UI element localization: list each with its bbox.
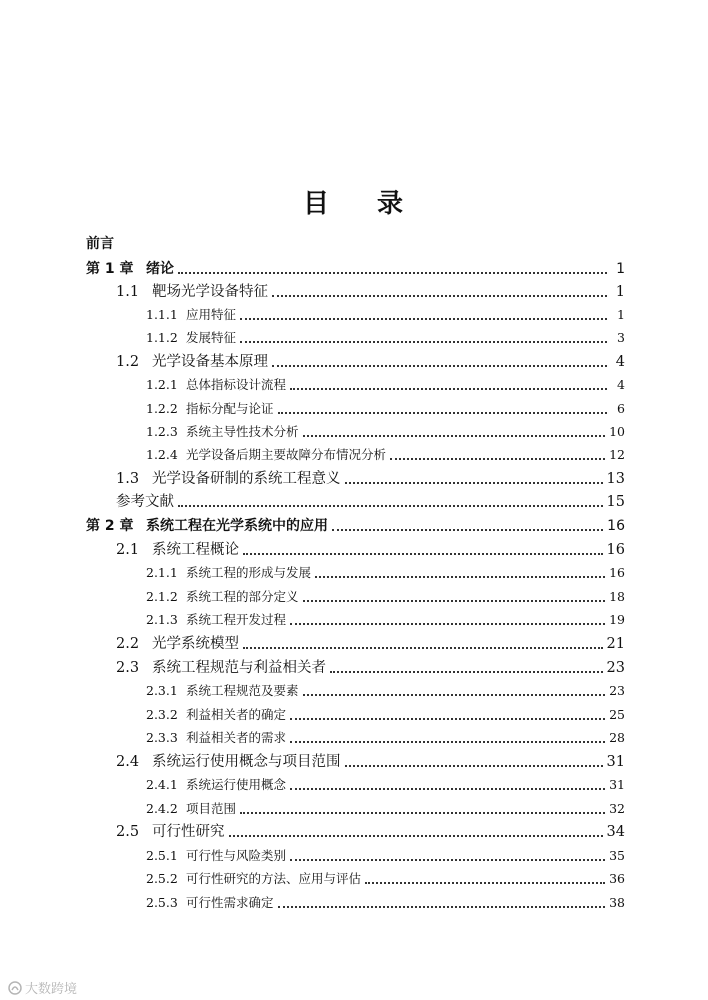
watermark-text: 大数跨境 [25,982,78,997]
toc-entry [146,561,625,583]
toc-entry-page: 1 [616,261,625,277]
toc-entry-number: 2.1.3 [146,612,178,627]
toc-row[interactable] [0,632,708,654]
toc-entry-number: 1.1.1 [146,307,178,322]
toc-entry-number: 2.3.1 [146,683,178,698]
toc-entry-label: 利益相关者的确定 [186,707,287,722]
toc-entry-label: 系统工程在光学系统中的应用 [146,518,328,534]
toc-entry-label: 系统工程规范与利益相关者 [152,660,326,676]
toc-leader-dots [390,444,605,460]
toc-entry [146,891,625,913]
toc-preface-row[interactable] [0,233,708,255]
toc-entry [146,443,625,465]
toc-row[interactable] [0,257,708,279]
toc-entry-label: 光学设备研制的系统工程意义 [152,471,341,487]
toc-entry [146,703,625,725]
toc-leader-dots [278,892,606,908]
toc-leader-dots [272,281,607,297]
toc-row[interactable] [0,561,708,583]
toc-leader-dots [303,421,606,437]
toc-leader-dots [178,491,603,507]
toc-entry [146,844,625,866]
toc-leader-dots [345,468,603,484]
toc-entry-label: 绪论 [146,261,174,277]
toc-entry-page: 21 [606,636,625,652]
toc-row[interactable] [0,350,708,372]
toc-entry-label: 指标分配与论证 [186,401,274,416]
toc-entry [146,326,625,348]
toc-entry [146,797,625,819]
toc-entry-page: 23 [609,683,625,698]
toc-leader-dots [243,539,603,555]
toc-entry [146,773,625,795]
toc-entry-label: 可行性研究的方法、应用与评估 [186,871,362,886]
toc-entry-page: 31 [606,754,625,770]
toc-entry-label: 利益相关者的需求 [186,730,287,745]
toc-leader-dots [240,304,607,320]
toc-entry-label: 可行性与风险类别 [186,848,287,863]
toc-entry [146,303,625,325]
toc-entry-label: 光学系统模型 [152,636,239,652]
toc-row[interactable] [0,585,708,607]
toc-entry-number: 1.1 [116,284,140,300]
toc-entry-page: 23 [606,660,625,676]
brand-logo-icon [8,981,22,995]
toc-leader-dots [278,398,607,414]
toc-entry-number: 2.4.2 [146,801,178,816]
watermark [8,978,77,997]
toc-entry-label: 系统运行使用概念 [186,777,287,792]
toc-entry-label: 系统工程概论 [152,542,239,558]
toc-row[interactable] [0,750,708,772]
toc-entry-page: 16 [607,518,625,534]
page-title-part-1: 目 [302,189,331,219]
toc-row[interactable] [0,490,708,512]
toc-entry-number: 2.5.1 [146,848,178,863]
toc-entry-page: 18 [609,589,625,604]
toc-entry-number: 2.4 [116,754,140,770]
toc-entry-number: 1.2.3 [146,424,178,439]
toc-entry-number: 1.2.4 [146,447,178,462]
toc-entry [116,350,625,372]
toc-entry [146,420,625,442]
toc-entry-label: 系统工程规范及要素 [186,683,299,698]
toc-entry [146,679,625,701]
toc-row[interactable] [0,373,708,395]
toc-entry-number: 2.3.3 [146,730,178,745]
toc-row[interactable] [0,397,708,419]
toc-entry-number: 2.5 [116,824,140,840]
toc-leader-dots [332,515,603,531]
toc-entry-page: 6 [617,401,625,416]
toc-row[interactable] [0,867,708,889]
toc-entry-page: 1 [617,307,625,322]
toc-row[interactable] [0,797,708,819]
toc-entry-label: 应用特征 [186,307,237,322]
toc-entry [116,656,625,678]
toc-entry-page: 19 [609,612,625,627]
toc-entry-page: 3 [617,330,625,345]
toc-entry-label: 系统运行使用概念与项目范围 [152,754,341,770]
toc-entry-label: 光学设备基本原理 [152,354,268,370]
toc-entry-number: 2.2 [116,636,140,652]
toc-entry-label: 可行性研究 [152,824,225,840]
toc-entry [146,867,625,889]
toc-entry-page: 13 [606,471,625,487]
toc-entry-number: 1.2 [116,354,140,370]
toc-leader-dots [290,609,605,625]
toc-leader-dots [303,586,606,602]
toc-entry-page: 28 [609,730,625,745]
toc-row[interactable] [0,303,708,325]
toc-entry-number: 2.5.2 [146,871,178,886]
toc-row[interactable] [0,280,708,302]
toc-entry-page: 16 [609,565,625,580]
toc-entry-label: 系统工程的形成与发展 [186,565,312,580]
toc-entry-number: 1.1.2 [146,330,178,345]
toc-entry-label: 系统工程的部分定义 [186,589,299,604]
toc-entry-number: 2.4.1 [146,777,178,792]
toc-entry-page: 35 [609,848,625,863]
toc-entry [86,257,625,279]
toc-row[interactable] [0,656,708,678]
toc-entry-page: 15 [606,494,625,510]
toc-leader-dots [272,351,607,367]
toc-entry-label: 发展特征 [186,330,237,345]
toc-leader-dots [290,845,605,861]
toc-entry-number: 2.5.3 [146,895,178,910]
toc-leader-dots [345,751,603,767]
toc-entry [146,585,625,607]
toc-row[interactable] [0,538,708,560]
toc-leader-dots [290,374,607,390]
page-title-part-2: 录 [377,189,406,219]
toc-entry [116,467,625,489]
toc-entry-number: 2.1.1 [146,565,178,580]
toc-row[interactable] [0,326,708,348]
toc-entry-page: 1 [615,284,625,300]
toc-entry-number: 1.2.1 [146,377,178,392]
toc-row[interactable] [0,891,708,913]
toc-leader-dots [365,868,605,884]
toc-row[interactable] [0,703,708,725]
toc-entry [116,632,625,654]
toc-row[interactable] [0,443,708,465]
toc-leader-dots [315,562,605,578]
toc-entry-label: 系统工程开发过程 [186,612,287,627]
toc-row[interactable] [0,679,708,701]
toc-entry-number: 2.1 [116,542,140,558]
toc-row[interactable] [0,420,708,442]
toc-entry-number: 1.2.2 [146,401,178,416]
toc-entry-number: 2.3 [116,660,140,676]
toc-entry-number: 第 1 章 [86,261,134,277]
toc-entry-page: 4 [617,377,625,392]
toc-entry [116,820,625,842]
toc-entry-label: 光学设备后期主要故障分布情况分析 [186,447,387,462]
toc-row[interactable] [0,844,708,866]
toc-entry-label: 靶场光学设备特征 [152,284,268,300]
toc-entry-page: 36 [609,871,625,886]
toc-entry-number: 第 2 章 [86,518,134,534]
toc-leader-dots [240,798,605,814]
toc-leader-dots [290,704,605,720]
toc-entry [116,280,625,302]
toc-leader-dots [303,680,606,696]
toc-preface-label: 前言 [86,236,114,252]
toc-entry-number: 1.3 [116,471,140,487]
toc-row[interactable] [0,608,708,630]
toc-entry [116,538,625,560]
toc-entry [146,726,625,748]
toc-entry [146,608,625,630]
toc-entry-page: 12 [609,447,625,462]
toc-row[interactable] [0,820,708,842]
toc-entry-page: 4 [615,354,625,370]
toc-row[interactable] [0,726,708,748]
toc-entry-label: 可行性需求确定 [186,895,274,910]
toc-entry-label: 项目范围 [186,801,237,816]
toc-row[interactable] [0,514,708,536]
toc-entry-page: 32 [609,801,625,816]
toc-entry-page: 25 [609,707,625,722]
toc-entry [116,490,625,512]
toc-entry [116,750,625,772]
toc-entry-page: 10 [609,424,625,439]
page-title [0,183,708,220]
toc-entry [146,397,625,419]
toc-leader-dots [240,327,607,343]
toc-entry-number: 2.1.2 [146,589,178,604]
toc-entry [86,514,625,536]
toc-row[interactable] [0,467,708,489]
toc-entry-page: 34 [606,824,625,840]
toc-leader-dots [178,258,607,274]
toc-leader-dots [243,633,603,649]
toc-leader-dots [290,727,605,743]
toc-entry-label: 参考文献 [116,494,174,510]
toc-row[interactable] [0,773,708,795]
toc-leader-dots [229,821,603,837]
toc-entry-label: 总体指标设计流程 [186,377,287,392]
toc-entry-label: 系统主导性技术分析 [186,424,299,439]
toc-entry-number: 2.3.2 [146,707,178,722]
toc-leader-dots [330,657,603,673]
toc-entry-page: 31 [609,777,625,792]
toc-entry [146,373,625,395]
toc-leader-dots [290,774,605,790]
toc-entry-page: 16 [606,542,625,558]
toc-entry-page: 38 [609,895,625,910]
